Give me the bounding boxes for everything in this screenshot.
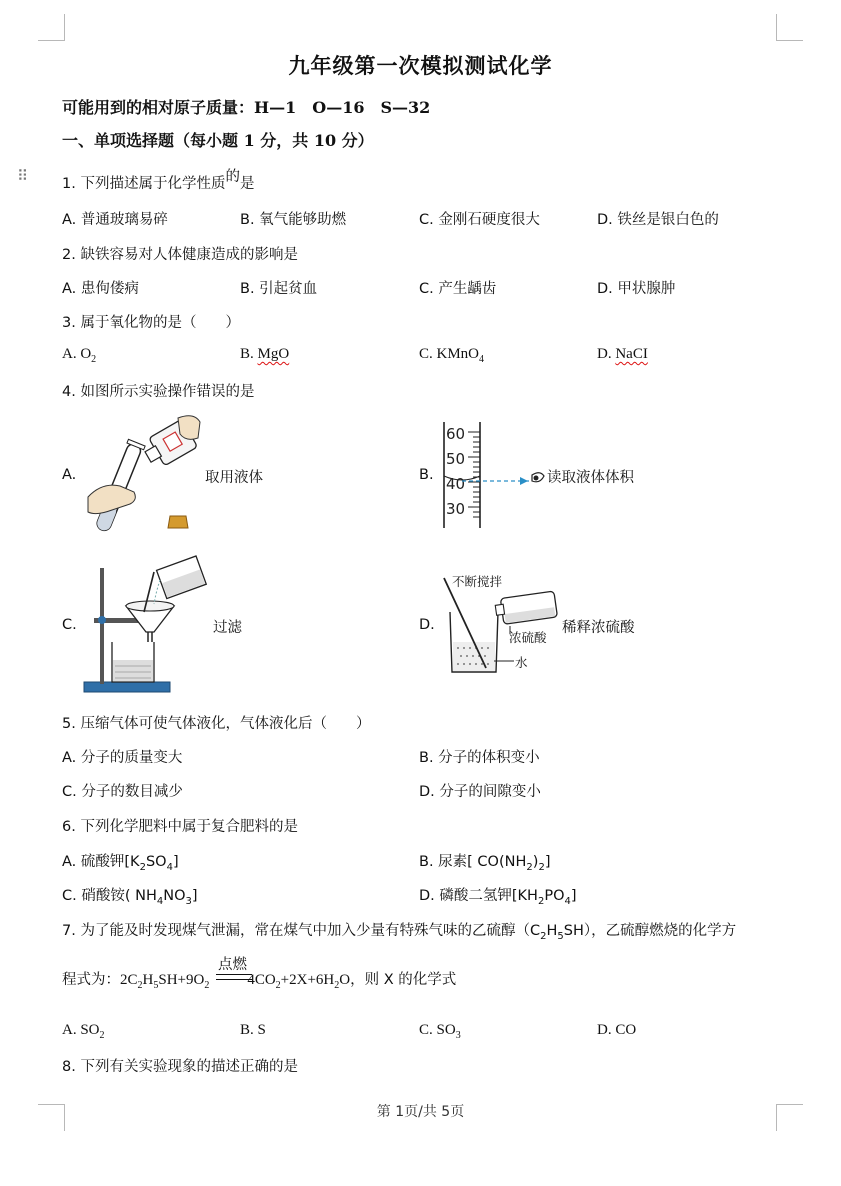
eye-icon: [532, 473, 544, 482]
question-2-stem: 2. 缺铁容易对人体健康造成的影响是: [62, 247, 298, 263]
q3-option-b[interactable]: B. MgO: [240, 346, 290, 362]
filtration-apparatus-illustration: [82, 552, 212, 696]
q6-option-b[interactable]: B. 尿素[ $CO(NH_2)_2$]: [419, 854, 551, 873]
q4-d-label-water: 水: [515, 655, 528, 670]
q3-option-c[interactable]: C. KMnO$_4$: [419, 346, 485, 365]
q4-option-a-letter[interactable]: A.: [62, 467, 77, 483]
q7-option-d[interactable]: D. CO: [597, 1022, 637, 1038]
corner-mark-top-right: [776, 14, 803, 41]
pouring-liquid-illustration: [82, 412, 212, 542]
corner-mark-top-left: [38, 14, 65, 41]
q6-option-c[interactable]: C. 硝酸铵( $NH_4NO_3$]: [62, 888, 198, 907]
q4-option-a-caption: 取用液体: [205, 470, 263, 486]
question-3-stem: 3. 属于氧化物的是（ ）: [62, 315, 240, 331]
q1-option-a[interactable]: A. 普通玻璃易碎: [62, 212, 168, 228]
q6-option-a[interactable]: A. 硫酸钾$[K_2SO_4]$: [62, 854, 179, 873]
question-8-stem: 8. 下列有关实验现象的描述正确的是: [62, 1059, 298, 1075]
q1-option-d[interactable]: D. 铁丝是银白色的: [597, 212, 719, 228]
question-7-stem: 7. 为了能及时发现煤气泄漏，常在煤气中加入少量有特殊气味的乙硫醇$(C_2H_5SH)$，乙硫醇燃烧的化学方: [62, 923, 737, 942]
q7-option-b[interactable]: B. S: [240, 1022, 266, 1038]
question-1-stem: 1. 下列描述属于化学性质的是: [62, 169, 255, 192]
q2-option-d[interactable]: D. 甲状腺肿: [597, 281, 676, 297]
graduated-cylinder-illustration: [432, 418, 547, 533]
drag-handle-icon[interactable]: ⠿: [17, 167, 27, 185]
q5-option-b[interactable]: B. 分子的体积变小: [419, 750, 540, 766]
question-7-equation: 程式为：$2C_2H_5SH+9O_2$ $4CO_2+2X+6H_2O$，则 X 的化学式: [62, 972, 457, 991]
page-title: 九年级第一次模拟测试化学: [288, 53, 553, 78]
q5-option-d[interactable]: D. 分子的间隙变小: [419, 784, 541, 800]
q2-option-b[interactable]: B. 引起贫血: [240, 281, 318, 297]
cylinder-tick-30: 30: [446, 500, 466, 518]
q4-d-label-acid: 浓硫酸: [509, 630, 547, 645]
reaction-condition: 点燃: [218, 957, 247, 973]
q3-option-d[interactable]: D. NaCI: [597, 346, 648, 362]
q4-option-c-letter[interactable]: C.: [62, 617, 77, 633]
q1-option-b[interactable]: B. 氧气能够助燃: [240, 212, 347, 228]
atomic-mass-line: 可能用到的相对原子质量：H—1 O—16 S—32: [62, 98, 431, 117]
cylinder-tick-60: 60: [446, 425, 466, 443]
q7-option-c[interactable]: C. $SO_3$: [419, 1022, 461, 1041]
q5-option-c[interactable]: C. 分子的数目减少: [62, 784, 183, 800]
question-4-stem: 4. 如图所示实验操作错误的是: [62, 384, 255, 400]
question-5-stem: 5. 压缩气体可使气体液化，气体液化后（ ）: [62, 716, 371, 732]
q4-d-label-stir: 不断搅拌: [452, 574, 503, 589]
q1-option-c[interactable]: C. 金刚石硬度很大: [419, 212, 540, 228]
q7-option-a[interactable]: A. $SO_2$: [62, 1022, 105, 1041]
question-6-stem: 6. 下列化学肥料中属于复合肥料的是: [62, 819, 298, 835]
page-footer: 第 1页/共 5页: [376, 1104, 465, 1120]
q4-option-c-caption: 过滤: [213, 620, 242, 636]
q2-option-a[interactable]: A. 患佝偻病: [62, 281, 139, 297]
q5-option-a[interactable]: A. 分子的质量变大: [62, 750, 183, 766]
q3-option-a[interactable]: A. $O_2$: [62, 346, 97, 365]
q4-option-b-caption: 读取液体体积: [547, 470, 634, 486]
q4-option-d-letter[interactable]: D.: [419, 617, 435, 633]
cylinder-tick-50: 50: [446, 450, 466, 468]
q4-option-b-letter[interactable]: B.: [419, 467, 434, 483]
q2-option-c[interactable]: C. 产生龋齿: [419, 281, 497, 297]
cylinder-tick-40: 40: [446, 475, 466, 493]
section-heading: 一、单项选择题（每小题 1 分，共 10 分）: [62, 131, 374, 150]
q6-option-d[interactable]: D. 磷酸二氢钾$[KH_2PO_4]$: [419, 888, 577, 907]
q4-option-d-caption: 稀释浓硫酸: [562, 620, 635, 636]
